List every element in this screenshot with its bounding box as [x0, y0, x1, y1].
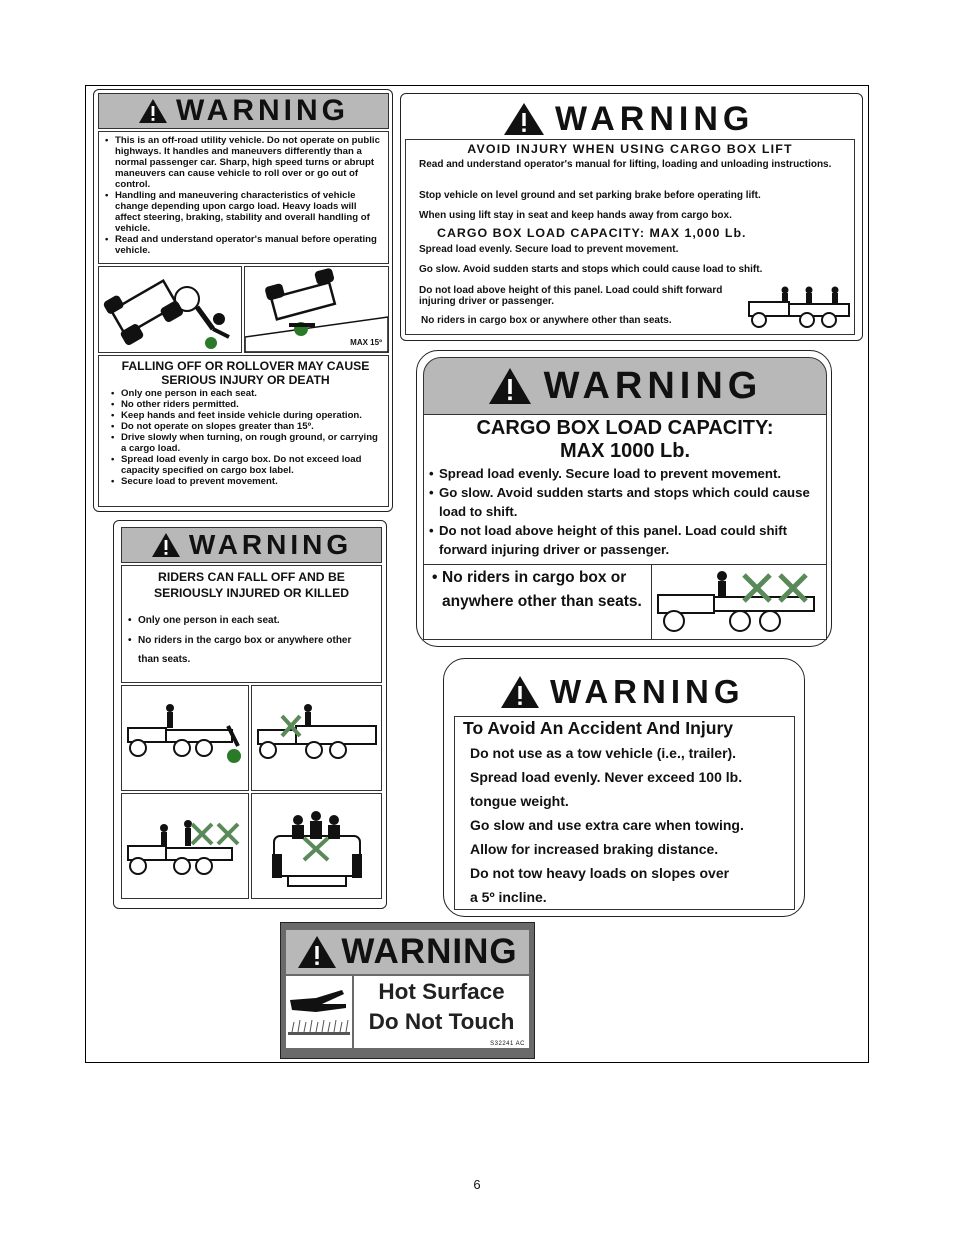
- hot-surface-text-box: [354, 976, 529, 1048]
- warning-word: WARNING: [188, 529, 353, 560]
- bullet-item: • Secure load to prevent movement.: [121, 476, 384, 487]
- vehicle-riders-icon: [745, 284, 855, 330]
- warning-triangle-icon: [503, 102, 545, 136]
- warning-header: [500, 672, 760, 712]
- bullet-item: • Go slow. Avoid sudden starts and stops which could cause load to shift.: [439, 483, 826, 521]
- capacity-bullets: [426, 464, 826, 559]
- towing-line: Spread load evenly. Never exceed 100 lb.: [470, 769, 743, 785]
- vehicle-fall-off-icon: [122, 686, 248, 790]
- warning-word: WARNING: [176, 94, 349, 127]
- towing-line: Allow for increased braking distance.: [470, 841, 719, 857]
- slope-pictogram: [244, 266, 389, 353]
- rollover-subheading: FALLING OFF OR ROLLOVER MAY CAUSE SERIOUS INJURY OR DEATH: [121, 359, 370, 387]
- warning-header: [121, 527, 382, 563]
- warning-word: WARNING: [555, 99, 755, 138]
- rollover-pictogram: [98, 266, 242, 353]
- warning-header: [98, 93, 389, 129]
- instruction-line: When using lift stay in seat and keep hands away from cargo box.: [419, 210, 732, 221]
- towing-line: a 5º incline.: [470, 889, 547, 905]
- instruction-line: Stop vehicle on level ground and set parking brake before operating lift.: [419, 190, 761, 201]
- bullet-item: • Only one person in each seat.: [138, 611, 375, 631]
- bullet-item: • Do not operate on slopes greater than 15º.: [121, 421, 384, 432]
- cargo-riders-pictogram: [121, 793, 249, 899]
- towing-line: Go slow and use extra care when towing.: [470, 817, 744, 833]
- warning-word: WARNING: [550, 673, 745, 710]
- warning-header: [503, 101, 763, 137]
- instruction-line: Read and understand operator's manual for lifting, loading and unloading instructions.: [419, 159, 832, 170]
- bullet-item: • Spread load evenly in cargo box. Do not exceed load capacity specified on cargo box label.: [121, 454, 384, 476]
- bullet-item: • This is an off-road utility vehicle. Do not operate on public highways. It handles and maneuvers differently than a normal passenger car. Sharp, high speed turns or abrupt maneuvers can cause vehicle to roll over or go out of control.: [115, 135, 384, 190]
- towing-subheading: To Avoid An Accident And Injury: [463, 718, 734, 738]
- rollover-bullets: [107, 388, 384, 487]
- bullet-item: • No riders in cargo box or anywhere other than seats.: [442, 566, 647, 613]
- towing-line: Do not tow heavy loads on slopes over: [470, 865, 730, 881]
- riders-text-box: [121, 565, 382, 683]
- passenger-cargo-pictogram: [251, 685, 382, 791]
- warning-triangle-icon: [151, 532, 181, 558]
- slope-tag: MAX 15º: [350, 338, 382, 347]
- instruction-line: Spread load evenly. Secure load to prevent movement.: [419, 244, 679, 255]
- fall-off-pictogram: [121, 685, 249, 791]
- vehicle-cargo-riders-icon: [122, 794, 248, 898]
- instruction-line: No riders in cargo box or anywhere other than seats.: [421, 315, 672, 326]
- warning-header: [423, 357, 827, 415]
- hot-surface-line2: Do Not Touch: [368, 1009, 515, 1034]
- warning-triangle-icon: [297, 935, 337, 969]
- vehicle-rollover-icon: [99, 267, 241, 352]
- operation-bullets: [105, 135, 384, 256]
- bullet-item: • Do not load above height of this panel. Load could shift forward injuring driver or passenger.: [439, 521, 826, 559]
- bullet-item: • Keep hands and feet inside vehicle during operation.: [121, 410, 384, 421]
- cargo-lift-subheading: AVOID INJURY WHEN USING CARGO BOX LIFT: [467, 142, 793, 156]
- bullet-item: • Handling and maneuvering characteristics of vehicle change depending upon cargo load. Heavy loads will affect steering, braking, stability and overall handling of vehicle.: [115, 190, 384, 234]
- bullet-item: • No other riders permitted.: [121, 399, 384, 410]
- bullet-item: • Read and understand operator's manual before operating vehicle.: [115, 234, 384, 256]
- bullet-item: • Spread load evenly. Secure load to prevent movement.: [439, 464, 826, 483]
- vehicle-no-riders-icon: [652, 565, 825, 638]
- warning-word: WARNING: [341, 932, 518, 971]
- vehicle-rear-riders-icon: [252, 794, 381, 898]
- part-number: S32241 AC: [490, 1041, 525, 1047]
- hot-surface-line1: Hot Surface: [378, 979, 505, 1004]
- warning-triangle-icon: [138, 98, 168, 124]
- bullet-item: • No riders in the cargo box or anywhere other than seats.: [138, 631, 375, 670]
- riders-bullets: [128, 611, 375, 670]
- no-riders-pictogram: [652, 565, 827, 640]
- bullet-item: • Drive slowly when turning, on rough ground, or carrying a cargo load.: [121, 432, 384, 454]
- bullet-item: • Only one person in each seat.: [121, 388, 384, 399]
- instruction-line: Do not load above height of this panel. Load could shift forward injuring driver or passenger.: [419, 285, 723, 307]
- warning-triangle-icon: [500, 675, 540, 709]
- page-number: 6: [473, 1177, 481, 1192]
- warning-header: [286, 930, 529, 974]
- hot-hand-pictogram: [286, 976, 352, 1048]
- riders-bullet: [428, 566, 647, 613]
- rear-riders-pictogram: [251, 793, 382, 899]
- capacity-heading-line1: CARGO BOX LOAD CAPACITY:: [476, 417, 774, 439]
- riders-subheading: RIDERS CAN FALL OFF AND BE SERIOUSLY INJURED OR KILLED: [153, 570, 350, 600]
- rollover-bullets-box: [98, 355, 389, 507]
- capacity-heading-line2: MAX 1000 Lb.: [559, 440, 691, 462]
- no-riders-text-box: [423, 565, 652, 640]
- capacity-line: CARGO BOX LOAD CAPACITY: MAX 1,000 Lb.: [437, 226, 747, 240]
- warning-word: WARNING: [543, 364, 763, 407]
- vehicle-passenger-cargo-icon: [252, 686, 381, 790]
- towing-line: tongue weight.: [470, 793, 569, 809]
- warning-triangle-icon: [488, 367, 532, 405]
- operation-bullets-box: [98, 131, 389, 264]
- instruction-line: Go slow. Avoid sudden starts and stops which could cause load to shift.: [419, 264, 763, 275]
- towing-line: Do not use as a tow vehicle (i.e., trailer).: [470, 745, 737, 761]
- hand-heat-icon: [286, 976, 352, 1048]
